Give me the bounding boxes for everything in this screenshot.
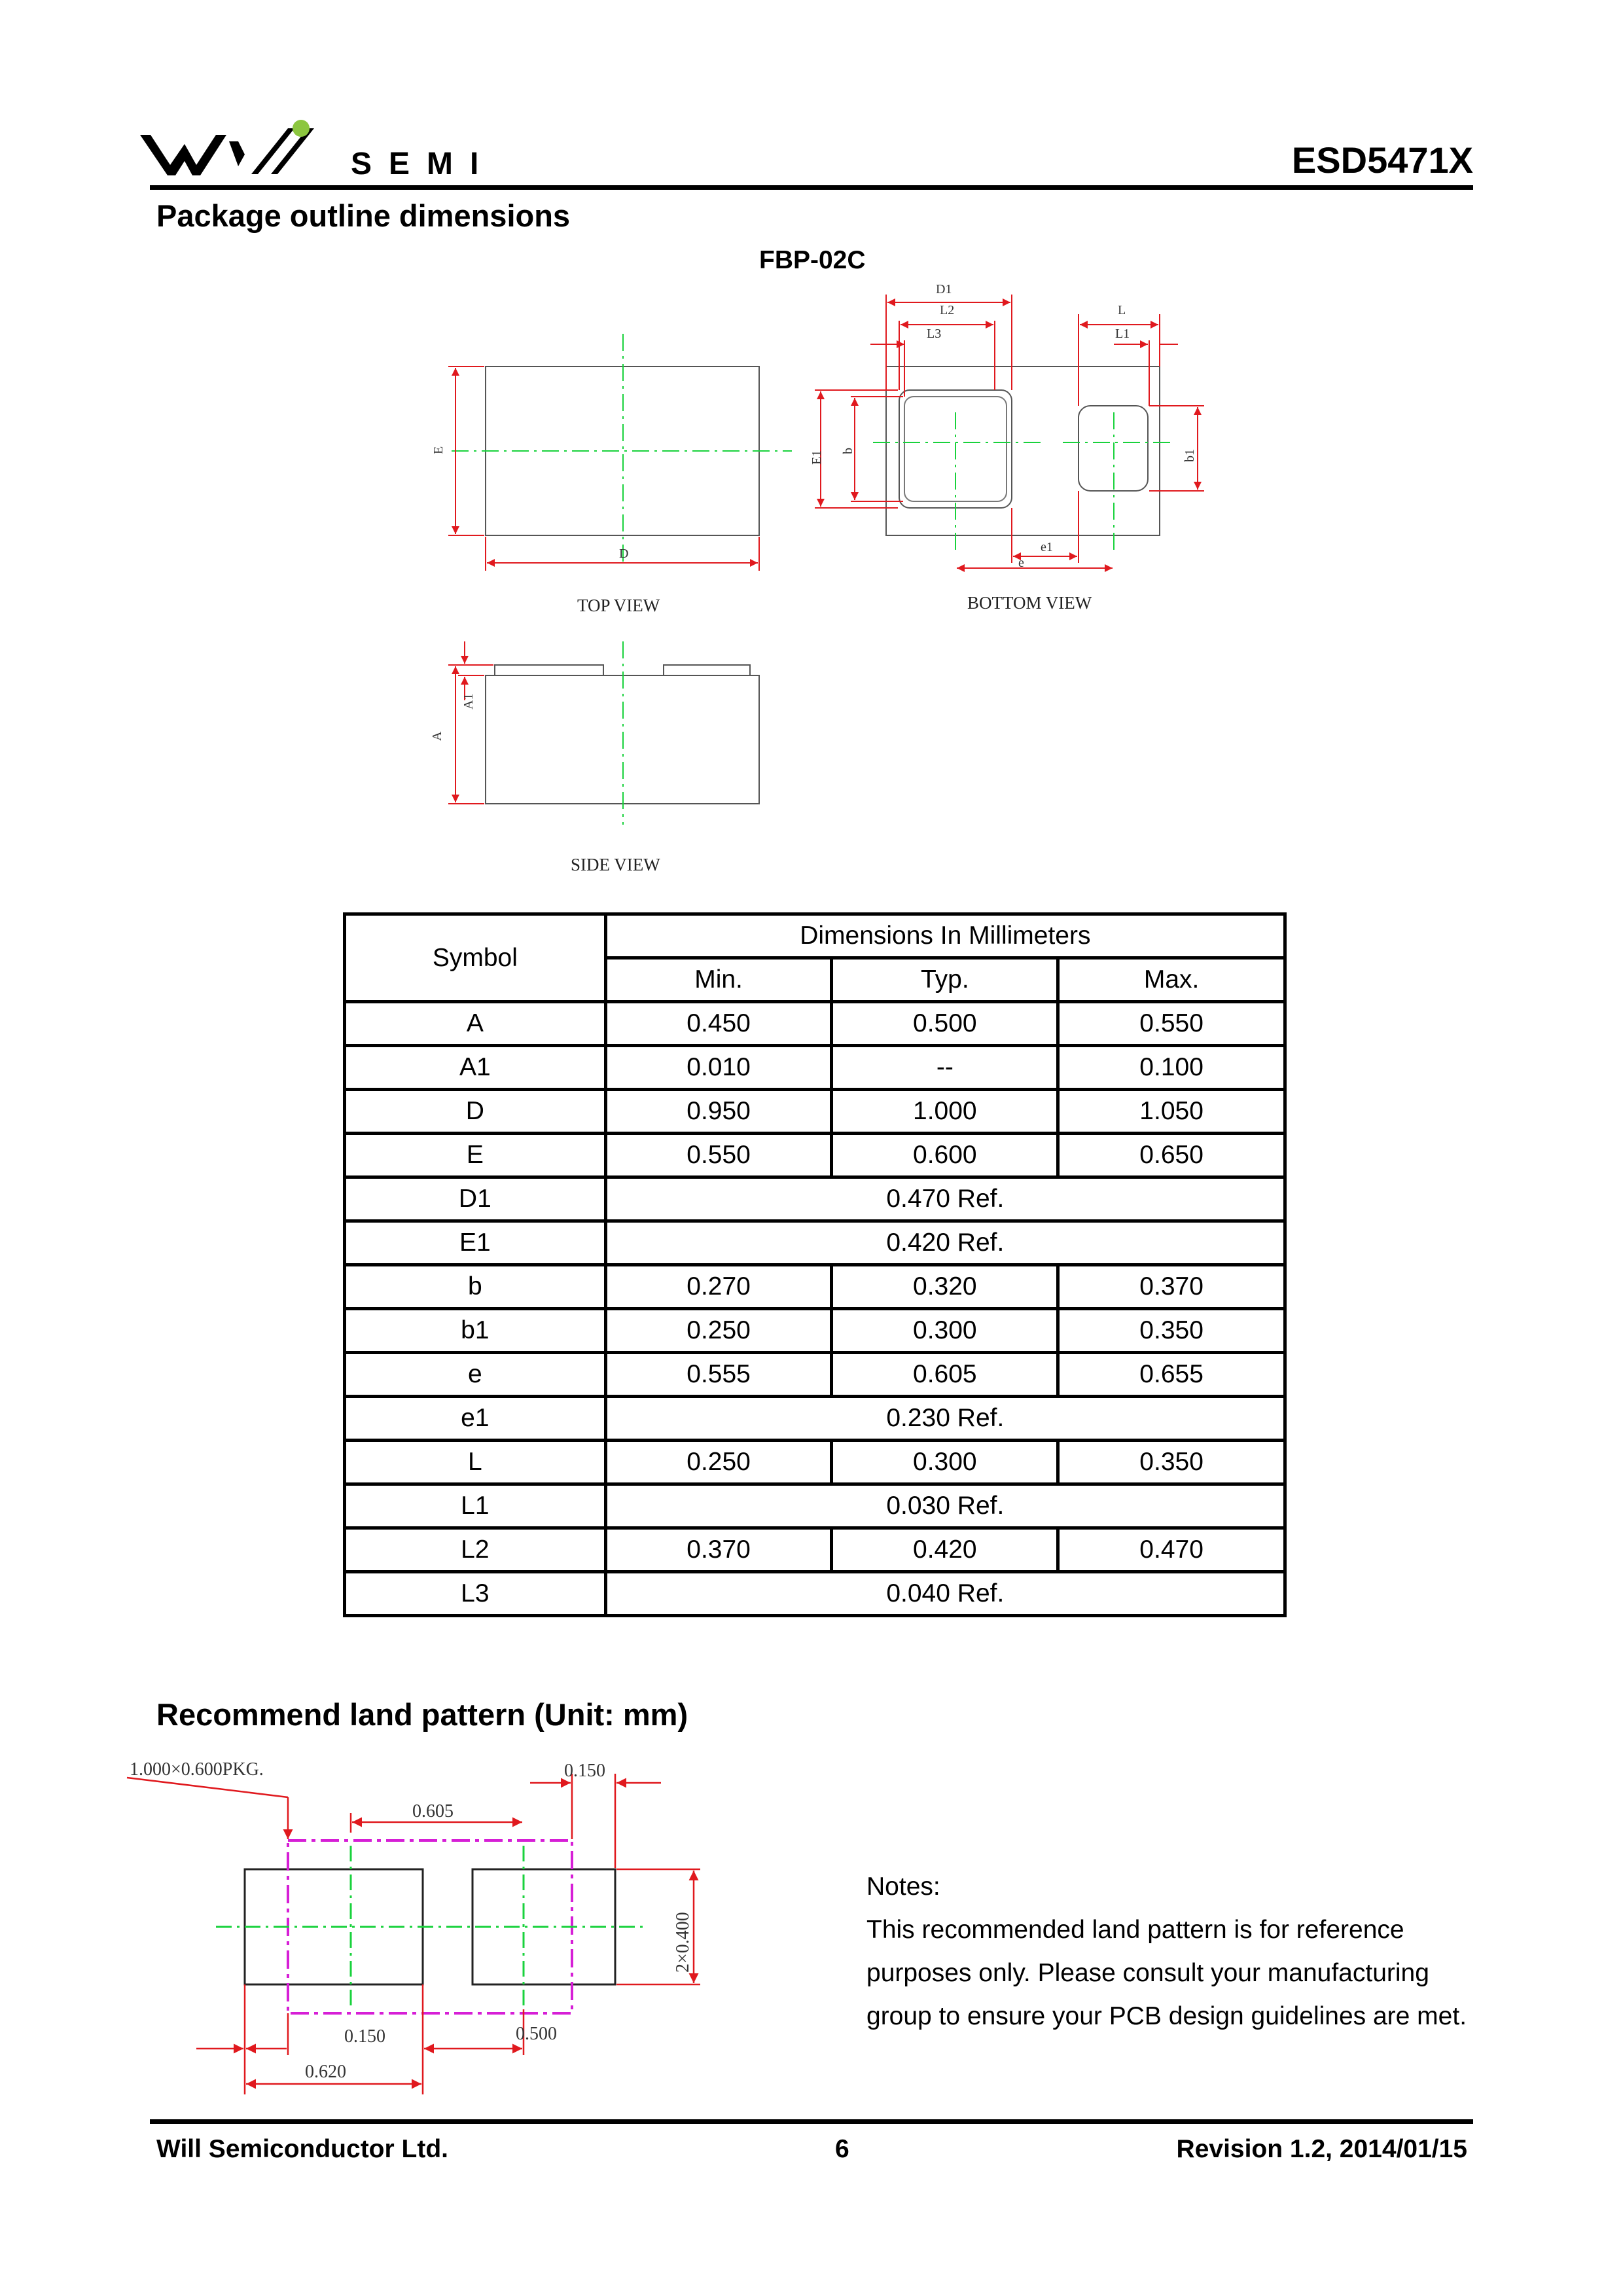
table-row — [345, 1221, 1285, 1265]
table-row — [345, 1265, 1285, 1309]
max-value-cell: 0.100 — [1058, 1046, 1285, 1090]
table-row — [345, 1177, 1285, 1221]
bottom-500-label: 0.500 — [516, 2024, 557, 2044]
symbol-cell: D — [345, 1090, 606, 1134]
min-value-cell: 0.555 — [605, 1353, 832, 1397]
notes-block — [866, 1865, 1467, 2038]
dim-e1-label: e1 — [1041, 540, 1053, 554]
notes-title: Notes: — [866, 1873, 940, 1901]
typ-value-cell: 0.500 — [832, 1002, 1058, 1046]
will-semi-logo — [140, 115, 520, 181]
dim-b1-label: b1 — [1183, 449, 1197, 462]
min-header: Min. — [605, 958, 832, 1002]
typ-value-cell: 0.300 — [832, 1441, 1058, 1484]
symbol-cell: b — [345, 1265, 606, 1309]
dimensions-table — [343, 912, 1287, 1617]
section-title-land-pattern: Recommend land pattern (Unit: mm) — [156, 1697, 688, 1732]
pad-height-label: 2×0.400 — [673, 1912, 693, 1973]
package-name: FBP-02C — [759, 246, 866, 274]
pitch-label: 0.605 — [412, 1801, 454, 1821]
notes-line-2: purposes only. Please consult your manufacturing — [866, 1959, 1429, 1987]
symbol-cell: L3 — [345, 1572, 606, 1616]
typ-value-cell: 1.000 — [832, 1090, 1058, 1134]
ref-value-cell: 0.230 Ref. — [605, 1397, 1285, 1441]
part-number: ESD5471X — [1291, 139, 1473, 181]
land-pattern-drawing — [124, 1754, 713, 2108]
dim-D1-label: D1 — [936, 282, 952, 296]
table-row — [345, 1002, 1285, 1046]
gap-top-label: 0.150 — [564, 1761, 605, 1781]
section-title-outline: Package outline dimensions — [156, 198, 571, 233]
dim-D-label: D — [619, 547, 629, 561]
max-value-cell: 0.550 — [1058, 1002, 1285, 1046]
dim-A1-label: A1 — [461, 693, 476, 709]
table-row — [345, 1134, 1285, 1177]
min-value-cell: 0.250 — [605, 1441, 832, 1484]
dim-L2-label: L2 — [940, 303, 955, 317]
typ-value-cell: 0.420 — [832, 1528, 1058, 1572]
footer-company: Will Semiconductor Ltd. — [156, 2135, 448, 2163]
footer-page-number: 6 — [835, 2135, 849, 2163]
typ-value-cell: 0.600 — [832, 1134, 1058, 1177]
typ-value-cell: -- — [832, 1046, 1058, 1090]
dim-L1-label: L1 — [1115, 327, 1130, 341]
min-value-cell: 0.010 — [605, 1046, 832, 1090]
ref-value-cell: 0.420 Ref. — [605, 1221, 1285, 1265]
table-row — [345, 1441, 1285, 1484]
max-value-cell: 0.470 — [1058, 1528, 1285, 1572]
notes-line-3: group to ensure your PCB design guidelines are met. — [866, 2002, 1467, 2030]
max-header: Max. — [1058, 958, 1285, 1002]
symbol-cell: L1 — [345, 1484, 606, 1528]
symbol-cell: b1 — [345, 1309, 606, 1353]
min-value-cell: 0.270 — [605, 1265, 832, 1309]
typ-value-cell: 0.605 — [832, 1353, 1058, 1397]
min-value-cell: 0.370 — [605, 1528, 832, 1572]
typ-value-cell: 0.320 — [832, 1265, 1058, 1309]
side-view-label: SIDE VIEW — [571, 855, 660, 874]
table-row — [345, 1484, 1285, 1528]
ref-value-cell: 0.030 Ref. — [605, 1484, 1285, 1528]
dim-A-label: A — [430, 731, 444, 741]
bottom-view-body — [886, 367, 1160, 535]
table-row — [345, 1309, 1285, 1353]
symbol-cell: e — [345, 1353, 606, 1397]
table-row — [345, 1046, 1285, 1090]
ref-value-cell: 0.470 Ref. — [605, 1177, 1285, 1221]
min-value-cell: 0.550 — [605, 1134, 832, 1177]
symbol-cell: D1 — [345, 1177, 606, 1221]
symbol-cell: E — [345, 1134, 606, 1177]
package-outline-drawing — [419, 275, 1243, 890]
min-value-cell: 0.250 — [605, 1309, 832, 1353]
pkg-size-label: 1.000×0.600PKG. — [130, 1759, 264, 1780]
dim-E1-label: E1 — [810, 450, 824, 465]
footer-revision: Revision 1.2, 2014/01/15 — [1176, 2135, 1467, 2163]
ref-value-cell: 0.040 Ref. — [605, 1572, 1285, 1616]
symbol-cell: A1 — [345, 1046, 606, 1090]
symbol-cell: L — [345, 1441, 606, 1484]
max-value-cell: 0.370 — [1058, 1265, 1285, 1309]
dim-L-label: L — [1118, 303, 1126, 317]
table-header-row — [345, 914, 1285, 958]
dim-e-label: e — [1018, 556, 1024, 570]
dim-b-label: b — [841, 448, 855, 454]
bottom-150-label: 0.150 — [344, 2026, 385, 2047]
table-row — [345, 1572, 1285, 1616]
table-row — [345, 1397, 1285, 1441]
max-value-cell: 0.650 — [1058, 1134, 1285, 1177]
min-value-cell: 0.450 — [605, 1002, 832, 1046]
max-value-cell: 0.655 — [1058, 1353, 1285, 1397]
symbol-cell: e1 — [345, 1397, 606, 1441]
top-view-label: TOP VIEW — [577, 596, 660, 615]
bottom-620-label: 0.620 — [305, 2062, 346, 2082]
dim-L3-label: L3 — [927, 327, 942, 341]
dim-E-label: E — [431, 446, 446, 454]
max-value-cell: 0.350 — [1058, 1441, 1285, 1484]
symbol-cell: A — [345, 1002, 606, 1046]
table-row — [345, 1353, 1285, 1397]
bottom-view-label: BOTTOM VIEW — [967, 593, 1092, 613]
table-row — [345, 1528, 1285, 1572]
symbol-cell: L2 — [345, 1528, 606, 1572]
header-rule — [150, 185, 1473, 190]
min-value-cell: 0.950 — [605, 1090, 832, 1134]
max-value-cell: 0.350 — [1058, 1309, 1285, 1353]
symbol-cell: E1 — [345, 1221, 606, 1265]
logo-semi-text: SEMI — [351, 147, 496, 181]
max-value-cell: 1.050 — [1058, 1090, 1285, 1134]
typ-header: Typ. — [832, 958, 1058, 1002]
footer-rule — [150, 2119, 1473, 2124]
notes-line-1: This recommended land pattern is for reference — [866, 1916, 1404, 1944]
symbol-header: Symbol — [345, 914, 606, 1002]
dimensions-group-header: Dimensions In Millimeters — [605, 914, 1285, 958]
table-row — [345, 1090, 1285, 1134]
typ-value-cell: 0.300 — [832, 1309, 1058, 1353]
